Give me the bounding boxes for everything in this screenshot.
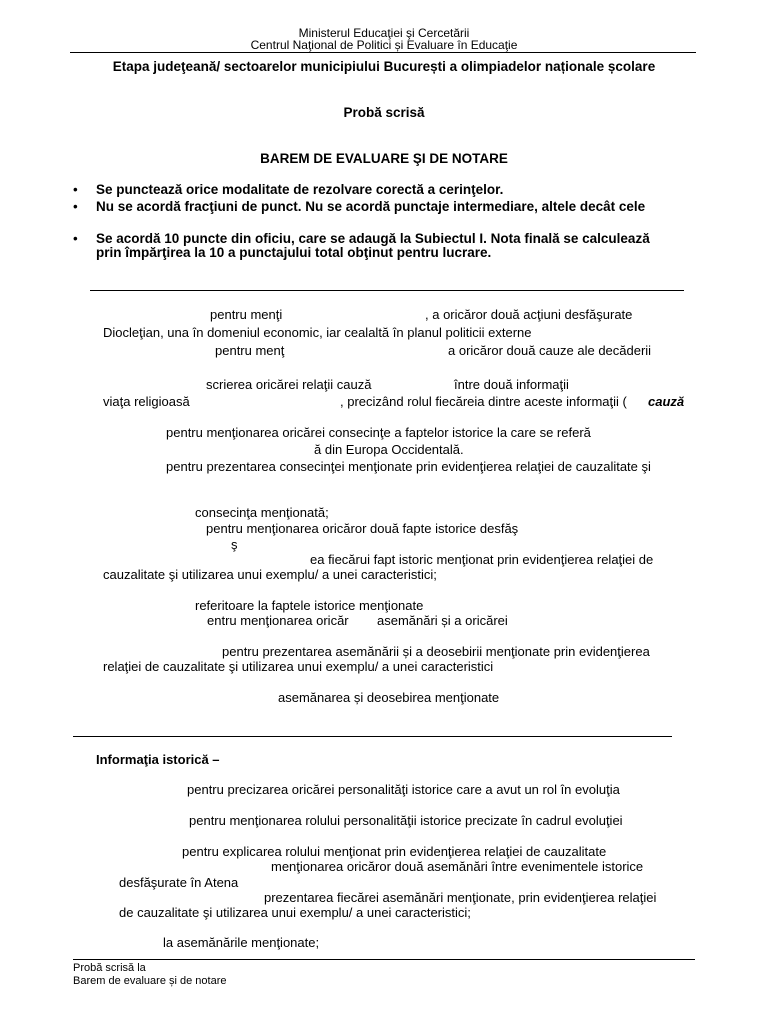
barem-line: consecinţa menţionată; [195,505,329,520]
barem-line: asemănări și a oricărei [377,613,508,628]
barem-line: ă din Europa Occidentală. [314,442,464,457]
barem-line: pentru menţionarea rolului personalităţii istorice precizate în cadrul evoluţiei [189,813,623,828]
barem-line: pentru prezentarea consecinţei menţionate prin evidenţierea relaţiei de cauzalitate şi [166,459,651,474]
barem-line: menţionarea oricăror două asemănări între evenimentele istorice [271,859,644,874]
barem-line: a oricăror două cauze ale decăderii [448,343,652,358]
barem-line: , precizând rolul fiecăreia dintre aceste informaţii ( [340,394,627,409]
barem-line: pentru prezentarea asemănării și a deosebirii menţionate prin evidenţierea [222,644,650,659]
barem-line: pentru menţ [215,343,285,358]
ministry-name: Ministerul Educaţiei şi Cercetării [298,26,470,40]
barem-line: ea fiecărui fapt istoric menţionat prin evidenţierea relaţiei de [310,552,654,567]
barem-line: pentru menţionarea oricărei consecinţe a faptelor istorice la care se referă [166,425,591,440]
barem-line-emphasis: cauză [648,394,685,409]
barem-line: pentru explicarea rolului menţionat prin evidenţierea relaţiei de cauzalitate [182,844,607,859]
barem-line: ş [231,537,238,552]
barem-line: scrierea oricărei relaţii cauză [206,377,372,392]
footer-rule [73,959,695,960]
barem-line: Diocleţian, una în domeniul economic, iar cealaltă în planul politicii externe [103,325,532,340]
barem-line: pentru menţi [210,307,283,322]
section-rule [73,736,672,737]
bullet-item: Nu se acordă fracţiuni de punct. Nu se acordă punctaje intermediare, altele decât cele [96,199,646,214]
section-heading: Informaţia istorică – [96,752,220,767]
header-rule [70,52,696,53]
barem-line: prezentarea fiecărei asemănări menţionate, prin evidenţierea relaţiei [264,890,657,905]
stage-title: Etapa judeţeană/ sectoarelor municipiului București a olimpiadelor naționale școlare [112,59,656,74]
barem-line: relaţiei de cauzalitate şi utilizarea unui exemplu/ a unei caracteristici [103,659,494,674]
bullet-item: Se punctează orice modalitate de rezolvare corectă a cerinţelor. [96,182,504,197]
barem-line: desfăşurate în Atena [119,875,239,890]
barem-title: BAREM DE EVALUARE ŞI DE NOTARE [260,151,508,166]
barem-line: referitoare la faptele istorice menţionate [195,598,424,613]
footer-exam: Probă scrisă la [73,962,146,974]
barem-line: viaţa religioasă [103,394,190,409]
exam-title: Probă scrisă [343,105,425,120]
barem-line: entru menţionarea oricăr [207,613,349,628]
bullet-symbol: • [73,182,78,197]
barem-line: asemănarea și deosebirea menţionate [278,690,500,705]
bullet-symbol: • [73,231,78,246]
barem-line: pentru precizarea oricărei personalităţi istorice care a avut un rol în evoluţia [187,782,620,797]
footer-barem: Barem de evaluare și de notare [73,975,227,987]
barem-line: cauzalitate şi utilizarea unui exemplu/ a unei caracteristici; [103,567,437,582]
bullet-item-continued: prin împărţirea la 10 a punctajului total obţinut pentru lucrare. [96,245,492,260]
barem-line: , a oricăror două acţiuni desfăşurate [425,307,633,322]
section-rule [90,290,684,291]
barem-line: între două informaţii [454,377,569,392]
barem-line: de cauzalitate şi utilizarea unui exemplu/ a unei caracteristici; [119,905,471,920]
barem-line: pentru menţionarea oricăror două fapte istorice desfăş [206,521,519,536]
bullet-item: Se acordă 10 puncte din oficiu, care se adaugă la Subiectul I. Nota finală se calculează [96,231,650,246]
bullet-symbol: • [73,199,78,214]
barem-line: la asemănările menţionate; [163,935,320,950]
center-name: Centrul Naţional de Politici și Evaluare în Educaţie [250,38,518,52]
